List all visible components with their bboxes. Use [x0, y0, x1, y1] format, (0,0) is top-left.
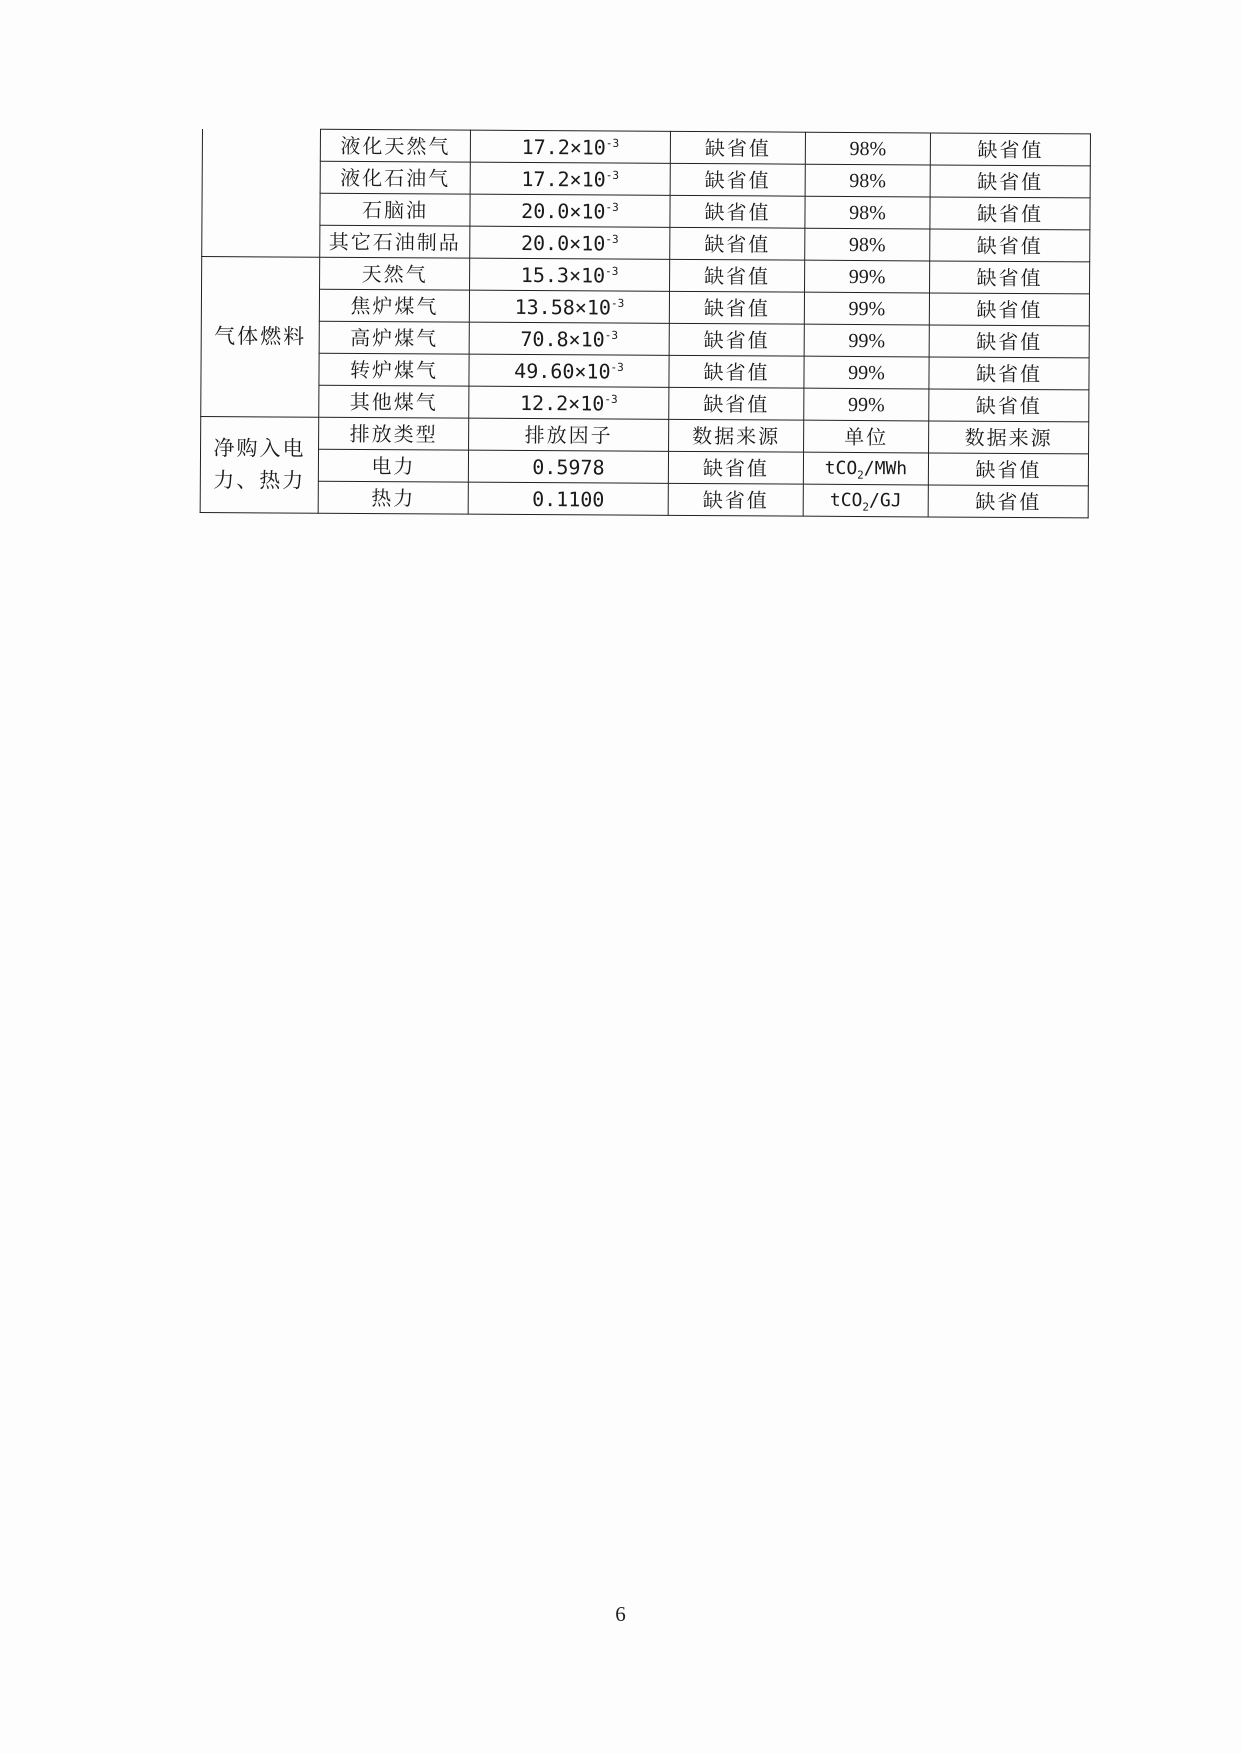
- data-source: 缺省值: [670, 131, 805, 164]
- data-source-2: 缺省值: [928, 453, 1088, 486]
- emission-factor: $17.2\times 10^{-3}$: [470, 162, 670, 195]
- oxidation-rate: 99%: [804, 388, 929, 421]
- data-source: 缺省值: [668, 483, 803, 516]
- fuel-name: 其它石油制品: [320, 225, 470, 258]
- column-header-unit: 单位: [804, 420, 929, 453]
- data-source-2: 缺省值: [929, 293, 1089, 326]
- oxidation-rate: 99%: [804, 292, 929, 325]
- table-row: [201, 289, 1089, 326]
- oxidation-rate: 98%: [805, 196, 930, 229]
- unit: tCO$_2$/MWh: [803, 452, 928, 485]
- emission-factor: $13.58\times 10^{-3}$: [469, 290, 669, 323]
- data-source: 缺省值: [669, 323, 804, 356]
- emission-type: 热力: [318, 481, 468, 514]
- fuel-name: 液化石油气: [320, 161, 470, 194]
- oxidation-rate: 99%: [805, 260, 930, 293]
- emission-factor-table: [200, 128, 1091, 518]
- table-row: [202, 257, 1090, 294]
- fuel-name: 天然气: [320, 257, 470, 290]
- oxidation-rate: 99%: [804, 324, 929, 357]
- fuel-name: 液化天然气: [320, 129, 470, 162]
- data-source: 缺省值: [668, 451, 803, 484]
- data-source: 缺省值: [669, 387, 804, 420]
- table-row: [202, 193, 1090, 230]
- data-source-2: 缺省值: [929, 325, 1089, 358]
- data-source-2: 缺省值: [930, 229, 1090, 262]
- data-source-2: 缺省值: [929, 389, 1089, 422]
- emission-factor: $12.2\times 10^{-3}$: [469, 386, 669, 419]
- table-row: [201, 352, 1089, 389]
- column-header-emission-factor: 排放因子: [469, 418, 669, 451]
- data-source-2: 缺省值: [929, 357, 1089, 390]
- oxidation-rate: 98%: [805, 228, 930, 261]
- fuel-name: 石脑油: [320, 193, 470, 226]
- data-source-2: 缺省值: [928, 485, 1088, 518]
- table-row: [201, 384, 1089, 421]
- emission-factor: $17.2\times 10^{-3}$: [470, 130, 670, 163]
- table-row: [202, 129, 1090, 166]
- oxidation-rate: 99%: [804, 356, 929, 389]
- column-header-data-source-2: 数据来源: [929, 421, 1089, 454]
- fuel-name: 转炉煤气: [319, 353, 469, 386]
- data-source-2: 缺省值: [930, 165, 1090, 198]
- table-row: [200, 448, 1088, 485]
- group-cell-liquid: [202, 129, 321, 258]
- fuel-name: 其他煤气: [319, 385, 469, 418]
- column-header-data-source: 数据来源: [669, 419, 804, 452]
- table-row: [201, 320, 1089, 357]
- oxidation-rate: 98%: [805, 132, 930, 165]
- page-number: 6: [615, 1602, 626, 1626]
- emission-factor: $20.0\times 10^{-3}$: [470, 226, 670, 259]
- fuel-name: 高炉煤气: [319, 321, 469, 354]
- table-row: [202, 161, 1090, 198]
- unit: tCO$_2$/GJ: [803, 484, 928, 517]
- emission-factor: $20.0\times 10^{-3}$: [470, 194, 670, 227]
- fuel-name: 焦炉煤气: [319, 289, 469, 322]
- data-source: 缺省值: [670, 163, 805, 196]
- data-source: 缺省值: [670, 227, 805, 260]
- oxidation-rate: 98%: [805, 164, 930, 197]
- table-row: [200, 480, 1088, 517]
- data-source-2: 缺省值: [930, 261, 1090, 294]
- data-source-2: 缺省值: [930, 133, 1090, 166]
- data-source: 缺省值: [670, 195, 805, 228]
- emission-factor: $49.60\times 10^{-3}$: [469, 354, 669, 387]
- column-header-emission-type: 排放类型: [319, 417, 469, 450]
- table-row: [202, 225, 1090, 262]
- emission-factor: $70.8\times 10^{-3}$: [469, 322, 669, 355]
- group-label-gas-fuel: 气体燃料: [201, 257, 320, 418]
- table-header-row: [201, 416, 1089, 453]
- emission-factor: 0.5978: [468, 450, 668, 483]
- emission-type: 电力: [318, 449, 468, 482]
- group-label-purchased-power-heat: 净购入电力、热力: [200, 416, 319, 513]
- data-source: 缺省值: [670, 259, 805, 292]
- data-source: 缺省值: [669, 355, 804, 388]
- data-source-2: 缺省值: [930, 197, 1090, 230]
- emission-factor: $15.3\times 10^{-3}$: [470, 258, 670, 291]
- data-source: 缺省值: [669, 291, 804, 324]
- emission-factor: 0.1100: [468, 482, 668, 515]
